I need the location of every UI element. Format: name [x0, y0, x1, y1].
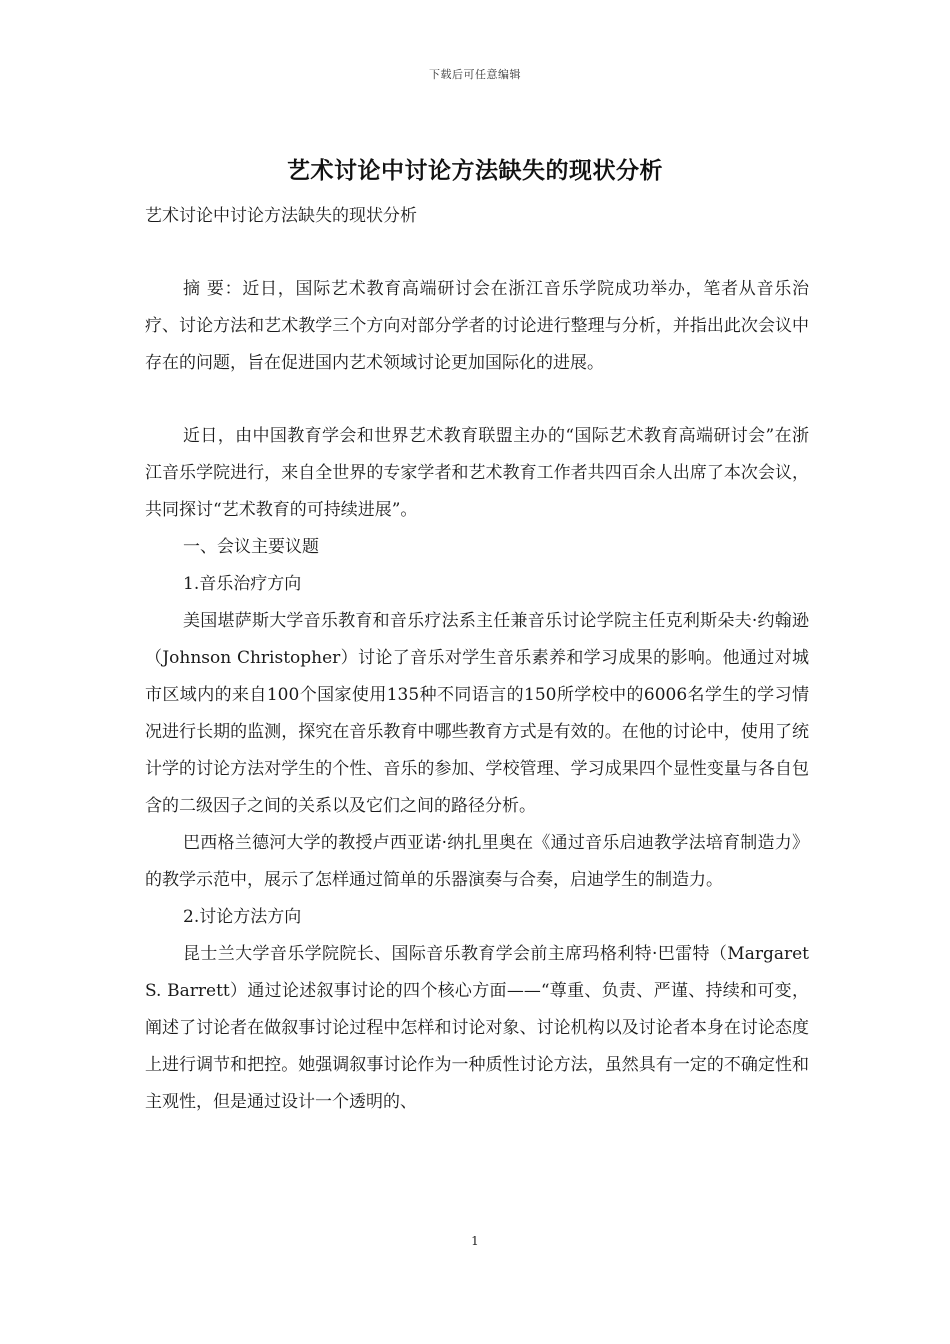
- body-paragraph-2: 巴西格兰德河大学的教授卢西亚诺·纳扎里奥在《通过音乐启迪教学法培育制造力》的教学示范中，展示了怎样通过简单的乐器演奏与合奏，启迪学生的制造力。: [145, 833, 809, 890]
- header-note: 下载后可任意编辑: [429, 68, 521, 81]
- subsection-heading-1: 1.音乐治疗方向: [183, 574, 302, 594]
- document-subtitle: 艺术讨论中讨论方法缺失的现状分析: [145, 206, 417, 226]
- page-number: 1: [471, 1234, 479, 1248]
- subsection-heading-2: 2.讨论方法方向: [183, 907, 302, 927]
- intro-paragraph: 近日，由中国教育学会和世界艺术教育联盟主办的“国际艺术教育高端研讨会”在浙江音乐学院进行，来自全世界的专家学者和艺术教育工作者共四百余人出席了本次会议，共同探讨“艺术教育的可持续进展”。: [145, 426, 809, 520]
- body-paragraph-1: 美国堪萨斯大学音乐教育和音乐疗法系主任兼音乐讨论学院主任克利斯朵夫·约翰逊（Johnson Christopher）讨论了音乐对学生音乐素养和学习成果的影响。他通过对城市区域内的来自100个国家使用135种不同语言的150所学校中的6006名学生的学习情况进行长期的监测，探究在音乐教育中哪些教育方式是有效的。在他的讨论中，使用了统计学的讨论方法对学生的个性、音乐的参加、学校管理、学习成果四个显性变量与各自包含的二级因子之间的关系以及它们之间的路径分析。: [145, 611, 809, 816]
- document-body: [145, 198, 809, 1121]
- abstract-paragraph: 摘 要：近日，国际艺术教育高端研讨会在浙江音乐学院成功举办，笔者从音乐治疗、讨论方法和艺术教学三个方向对部分学者的讨论进行整理与分析，并指出此次会议中存在的问题，旨在促进国内艺术领域讨论更加国际化的进展。: [145, 279, 809, 373]
- document-title: 艺术讨论中讨论方法缺失的现状分析: [287, 157, 663, 184]
- section-heading-1: 一、会议主要议题: [183, 537, 319, 557]
- body-paragraph-3: 昆士兰大学音乐学院院长、国际音乐教育学会前主席玛格利特·巴雷特（Margaret S. Barrett）通过论述叙事讨论的四个核心方面——“尊重、负责、严谨、持续和可变，阐述了讨论者在做叙事讨论过程中怎样和讨论对象、讨论机构以及讨论者本身在讨论态度上进行调节和把控。她强调叙事讨论作为一种质性讨论方法，虽然具有一定的不确定性和主观性，但是通过设计一个透明的、: [145, 944, 809, 1112]
